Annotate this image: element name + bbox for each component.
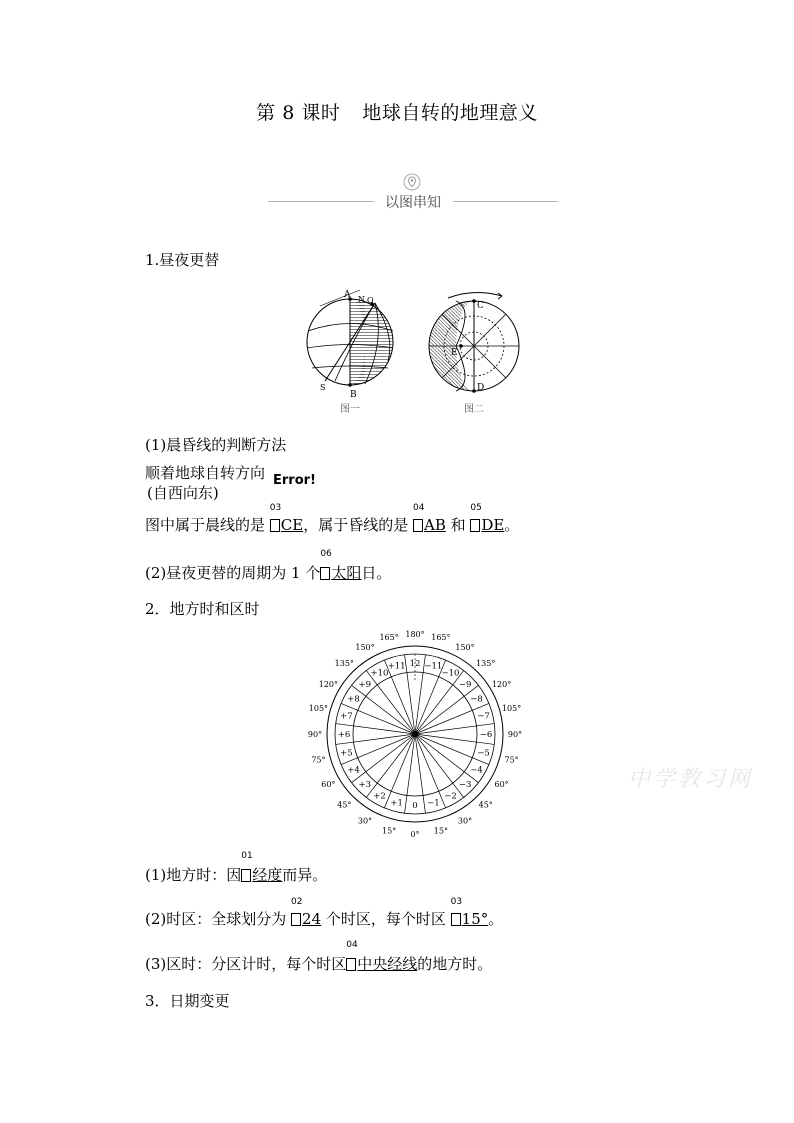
fig1-label-o: O xyxy=(367,296,374,305)
degree-label: 165° xyxy=(431,633,451,643)
blank-03: 03 CE xyxy=(269,503,304,534)
fig1-label-b: B xyxy=(350,390,357,400)
zone-label: −9 xyxy=(458,679,472,690)
divider-right xyxy=(453,201,558,202)
blank-02: 02 24 xyxy=(291,897,322,928)
degree-label: 120° xyxy=(318,679,339,689)
zone-label: −5 xyxy=(477,748,490,759)
page-title xyxy=(0,98,794,125)
zone-label: +2 xyxy=(373,791,386,802)
time-zone-diagram xyxy=(300,628,530,840)
blank-06: 06 太阳 xyxy=(320,549,362,582)
divider-label: 以图串知 xyxy=(385,195,441,211)
answer-box xyxy=(291,913,301,926)
degree-label: 75° xyxy=(311,755,326,765)
answer-box xyxy=(470,519,480,532)
zone-label: −6 xyxy=(479,729,493,740)
s2-q2-line: (2)时区：全球划分为 02 24 个时区，每个时区 03 15°。 xyxy=(145,897,504,928)
section-heading: 1.昼夜更替 xyxy=(145,251,220,269)
fig1-caption: 图一 xyxy=(340,404,360,415)
blank-03b: 03 15° xyxy=(450,897,489,928)
zone-label-12: 12 xyxy=(409,658,421,669)
zone-label: +5 xyxy=(340,748,353,759)
degree-label: 150° xyxy=(355,643,375,653)
error-text: Error! xyxy=(273,473,316,488)
degree-label: 120° xyxy=(491,679,512,689)
answer-box xyxy=(413,519,423,532)
degree-label: 60° xyxy=(321,779,336,789)
degree-label: 90° xyxy=(507,729,523,739)
degree-label: 90° xyxy=(307,729,323,739)
s2-q1-line: (1)地方时：因 01 经度而异。 xyxy=(145,851,328,884)
degree-label: 30° xyxy=(357,816,373,826)
degree-label: 105° xyxy=(501,703,522,713)
zone-label: +6 xyxy=(337,729,351,740)
answer-box xyxy=(241,869,251,882)
blank-05: 05 DE xyxy=(470,503,505,534)
zone-label: +3 xyxy=(358,780,372,791)
degree-label: 180° xyxy=(405,629,425,639)
figure-2-diagram xyxy=(420,286,530,416)
zone-label: +1 xyxy=(390,798,403,809)
fig2-caption: 图二 xyxy=(464,404,484,415)
zone-label: 0 xyxy=(412,800,418,811)
answer-box xyxy=(451,913,461,926)
zone-label: +8 xyxy=(347,694,360,705)
degree-label: 15° xyxy=(433,826,448,836)
zone-label: −7 xyxy=(477,711,490,722)
watermark-text: 中学教习网 xyxy=(628,767,754,792)
q1-answer-line: 图中属于晨线的是 03 CE，属于昏线的是 04 AB 和 05 DE。 xyxy=(145,503,520,534)
degree-label: 45° xyxy=(478,800,493,810)
blank-04: 04 AB xyxy=(413,503,446,534)
lesson-title: 地球自转的地理意义 xyxy=(362,102,538,124)
zone-label: −4 xyxy=(470,765,483,776)
degree-label: 150° xyxy=(455,643,475,653)
fig2-label-e: E xyxy=(451,348,458,358)
degree-label: 135° xyxy=(476,659,496,669)
figure-1-diagram xyxy=(300,286,400,416)
fig2-label-d: D xyxy=(477,383,485,393)
degree-label: 60° xyxy=(494,779,509,789)
degree-label: 165° xyxy=(379,633,399,643)
answer-box xyxy=(320,567,330,580)
zone-label: +7 xyxy=(340,711,353,722)
divider-left xyxy=(268,201,374,202)
zone-label: +10 xyxy=(370,668,389,679)
zone-label: −3 xyxy=(458,780,472,791)
q1-line2: (自西向东) xyxy=(147,484,219,502)
zone-label: −11 xyxy=(424,661,443,672)
section-heading: 3．日期变更 xyxy=(145,992,230,1010)
q2-line: (2)昼夜更替的周期为 1 个 06 太阳日。 xyxy=(145,549,392,582)
zone-label: −10 xyxy=(441,668,460,679)
zone-label: +4 xyxy=(347,765,360,776)
zone-label: +11 xyxy=(387,661,406,672)
fig2-label-c: C xyxy=(477,301,484,311)
zone-label: −1 xyxy=(427,798,440,809)
blank-01: 01 经度 xyxy=(241,851,283,884)
q1-title: (1)晨昏线的判断方法 xyxy=(145,436,287,454)
fig1-label-a: A xyxy=(344,290,351,300)
degree-label: 45° xyxy=(337,800,352,810)
fig1-label-n: N xyxy=(358,295,365,304)
degree-label: 0° xyxy=(410,829,420,839)
degree-label: 105° xyxy=(308,703,329,713)
pole-dot xyxy=(412,731,418,737)
section-heading: 2．地方时和区时 xyxy=(145,600,260,618)
degree-label: 75° xyxy=(504,755,519,765)
location-pin-icon xyxy=(403,173,421,191)
zone-label: −2 xyxy=(444,791,457,802)
zone-label: +9 xyxy=(358,679,372,690)
degree-label: 135° xyxy=(334,659,354,669)
fig1-label-s: S xyxy=(320,383,326,392)
blank-04b: 04 中央经线 xyxy=(346,940,418,973)
s2-q3-line: (3)区时：分区计时，每个时区 04 中央经线的地方时。 xyxy=(145,940,493,973)
degree-label: 30° xyxy=(457,816,473,826)
zone-label: −8 xyxy=(470,694,483,705)
degree-label: 15° xyxy=(382,826,397,836)
q1-line1: 顺着地球自转方向 xyxy=(145,464,266,482)
answer-box xyxy=(346,958,356,971)
lesson-number: 第 8 课时 xyxy=(256,102,341,124)
answer-box xyxy=(270,519,280,532)
